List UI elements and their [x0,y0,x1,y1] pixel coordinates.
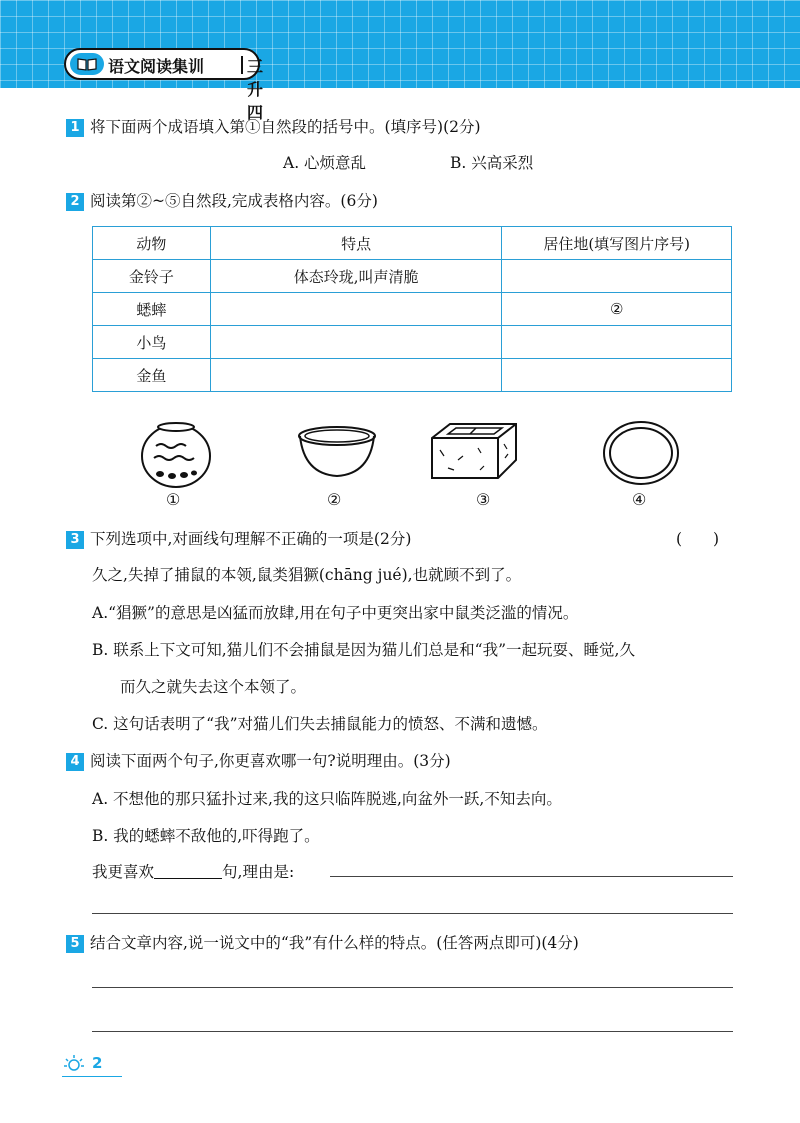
table-cell: 金铃子 [93,260,211,293]
footer-divider [62,1076,122,1077]
choice-blank[interactable] [154,864,222,879]
answer-line[interactable] [330,876,733,877]
table-cell[interactable] [502,260,732,293]
answer-line[interactable] [92,913,733,914]
answer-line[interactable] [92,987,733,988]
grade-label: 三升四 [247,57,264,122]
sun-icon [62,1053,86,1073]
question-5 [66,931,579,953]
table-cell[interactable] [210,326,502,359]
question-text: 将下面两个成语填入第①自然段的括号中。(填序号)(2分) [90,118,481,136]
fishbowl-icon [136,418,216,488]
question-number: 1 [66,119,84,137]
table-cell: 蟋蟀 [93,293,211,326]
clay-pot-icon [296,424,378,480]
question-number: 5 [66,935,84,953]
book-badge [64,48,264,122]
page-number: 2 [92,1054,103,1072]
table-cell[interactable] [210,359,502,392]
table-row [93,326,732,359]
question-2 [66,189,378,211]
table-cell[interactable] [502,359,732,392]
question-number: 4 [66,753,84,771]
book-title: 语文阅读集训 [108,57,205,76]
q4-answer-line [92,860,294,882]
question-text: 阅读下面两个句子,你更喜欢哪一句?说明理由。(3分) [90,752,451,770]
question-1 [66,115,481,137]
ring-basin-icon [601,418,681,488]
q3-option-b-cont: 而久之就失去这个本领了。 [120,678,307,696]
table-cell[interactable] [502,326,732,359]
stone-box-icon [428,420,520,482]
table-row [93,293,732,326]
q4-option-b: B. 我的蟋蟀不敌他的,吓得跑了。 [92,827,320,845]
table-cell[interactable] [210,293,502,326]
answer-prefix: 我更喜欢 [92,863,155,881]
q1-option-a: A. 心烦意乱 [283,154,367,172]
table-row [93,260,732,293]
q1-option-b: B. 兴高采烈 [450,154,534,172]
question-text: 下列选项中,对画线句理解不正确的一项是(2分) [90,530,412,548]
picture-label: ③ [476,490,491,509]
answer-mid: 句,理由是: [222,863,295,881]
table-header-cell: 特点 [210,227,502,260]
picture-label: ④ [632,490,647,509]
table-cell: 金鱼 [93,359,211,392]
question-number: 3 [66,531,84,549]
table-cell: 小鸟 [93,326,211,359]
q3-option-a: A.“猖獗”的意思是凶猛而放肆,用在句子中更突出家中鼠类泛滥的情况。 [92,604,579,622]
q3-option-c: C. 这句话表明了“我”对猫儿们失去捕鼠能力的愤怒、不满和遗憾。 [92,715,548,733]
question-3 [66,527,411,549]
book-icon [70,53,104,75]
header-banner [0,0,800,122]
table-header-row [93,227,732,260]
table-row [93,359,732,392]
table-header-cell: 居住地(填写图片序号) [502,227,732,260]
badge-divider [241,56,243,74]
picture-label: ① [166,490,181,509]
q3-sentence: 久之,失掉了捕鼠的本领,鼠类猖獗(chāng jué),也就顾不到了。 [92,566,522,584]
answer-parentheses[interactable]: ( ) [676,530,720,548]
q3-option-b: B. 联系上下文可知,猫儿们不会捕鼠是因为猫儿们总是和“我”一起玩耍、睡觉,久 [92,641,635,659]
q4-option-a: A. 不想他的那只猛扑过来,我的这只临阵脱逃,向盆外一跃,不知去向。 [92,790,562,808]
question-text: 结合文章内容,说一说文中的“我”有什么样的特点。(任答两点即可)(4分) [90,934,579,952]
question-text: 阅读第②~⑤自然段,完成表格内容。(6分) [90,192,378,210]
animal-table [92,226,732,392]
picture-label: ② [327,490,342,509]
table-header-cell: 动物 [93,227,211,260]
question-number: 2 [66,193,84,211]
table-cell: 体态玲珑,叫声清脆 [210,260,502,293]
answer-line[interactable] [92,1031,733,1032]
question-4 [66,749,451,771]
table-cell: ② [502,293,732,326]
